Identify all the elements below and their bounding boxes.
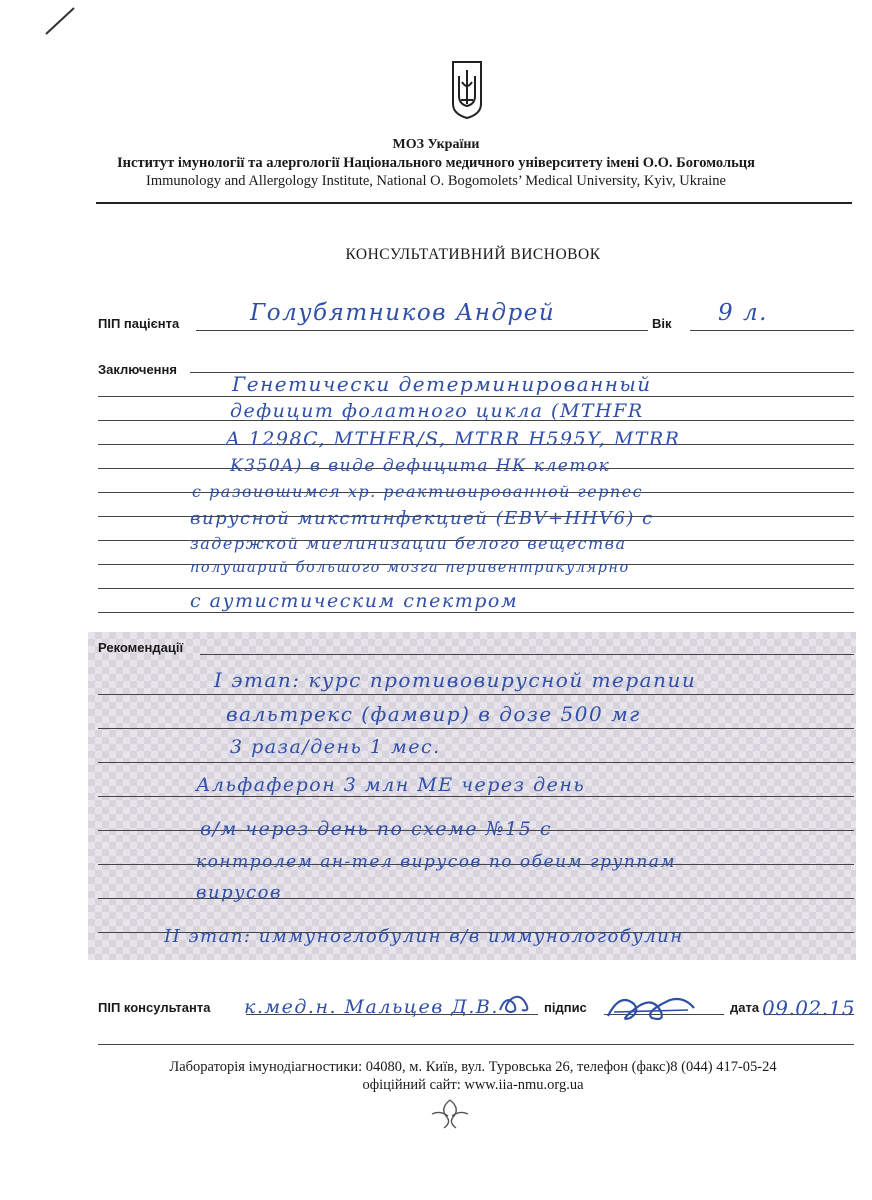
patient-name-value: Голубятников Андрей (250, 300, 556, 326)
conclusion-line: A 1298C, MTHFR/S, MTRR H595Y, MTRR (226, 428, 681, 450)
recommendations-rule (98, 728, 854, 729)
recommendation-line: контролем ан-тел вирусов по обеим группам (196, 852, 677, 872)
corner-pen-mark (44, 4, 78, 36)
recommendations-rule (98, 796, 854, 797)
recommendation-line: Альфаферон 3 млн МЕ через день (196, 774, 586, 796)
official-website: офіційний сайт: www.iia-nmu.org.ua (362, 1077, 584, 1093)
consultant-name: к.мед.н. Мальцев Д.В. (244, 996, 499, 1018)
conclusion-line: K350A) в виде дефицита НК клеток (230, 456, 611, 476)
ministry-name: МОЗ України (392, 137, 480, 152)
institute-name-english: Immunology and Allergology Institute, National O. Bogomolets’ Medical University, Kyiv, Ukraine (146, 173, 726, 189)
recommendation-line: 3 раза/день 1 мес. (230, 736, 441, 758)
recommendations-rule (200, 654, 854, 655)
letterhead (0, 136, 872, 190)
recommendation-line: вирусов (196, 882, 282, 903)
conclusion-label: Заключення (98, 362, 177, 377)
recommendations-rule (98, 762, 854, 763)
lab-contact-info: Лабораторія імунодіагностики: 04080, м. Київ, вул. Туровська 26, телефон (факс)8 (044) 417-05-24 (169, 1059, 777, 1075)
age-value: 9 л. (718, 300, 768, 326)
footer-ornament-icon (420, 1094, 480, 1134)
footer-divider (98, 1044, 854, 1045)
recommendation-line: I этап: курс противовирусной терапии (214, 668, 697, 692)
consultation-date: 09.02.15 (762, 996, 856, 1020)
institute-name: Інститут імунології та алергології Національного медичного університету імені О.О. Богомольця (117, 155, 755, 171)
conclusion-line: с аутистическим спектром (190, 590, 519, 612)
trident-emblem-icon (447, 60, 487, 120)
recommendation-line: II этап: иммуноглобулин в/в иммунологобулин (164, 926, 684, 947)
signature-scribble (600, 988, 700, 1028)
conclusion-line: полушарий большого мозга перивентрикулярно (190, 560, 630, 576)
patient-name-label: ПІП пацієнта (98, 316, 180, 331)
conclusion-rule (98, 396, 854, 397)
date-label: дата (730, 1000, 760, 1015)
conclusion-line: с развившимся хр. реактивированной герпес (192, 482, 644, 501)
recommendations-rule (98, 694, 854, 695)
header-divider (96, 202, 852, 204)
conclusion-line: Генетически детерминированный (232, 372, 652, 396)
signature-label: підпис (544, 1000, 587, 1015)
consultant-initials-mark (496, 990, 536, 1018)
document-title: КОНСУЛЬТАТИВНИЙ ВИСНОВОК (345, 246, 601, 263)
conclusion-rule (98, 588, 854, 589)
conclusion-line: дефицит фолатного цикла (MTHFR (230, 400, 644, 422)
age-label: Вік (652, 316, 672, 331)
footer (0, 1058, 872, 1094)
consultant-label: ПІП консультанта (98, 1000, 211, 1015)
recommendation-line: вальтрекс (фамвир) в дозе 500 мг (226, 702, 641, 726)
age-rule (690, 330, 854, 331)
patient-name-rule (196, 330, 648, 331)
conclusion-rule (98, 612, 854, 613)
conclusion-line: задержкой миелинизации белого вещества (190, 534, 627, 553)
conclusion-line: вирусной микстинфекцией (EBV+HHV6) с (190, 508, 654, 529)
recommendations-label: Рекомендації (98, 640, 184, 655)
recommendation-line: в/м через день по схеме №15 с (200, 818, 552, 840)
